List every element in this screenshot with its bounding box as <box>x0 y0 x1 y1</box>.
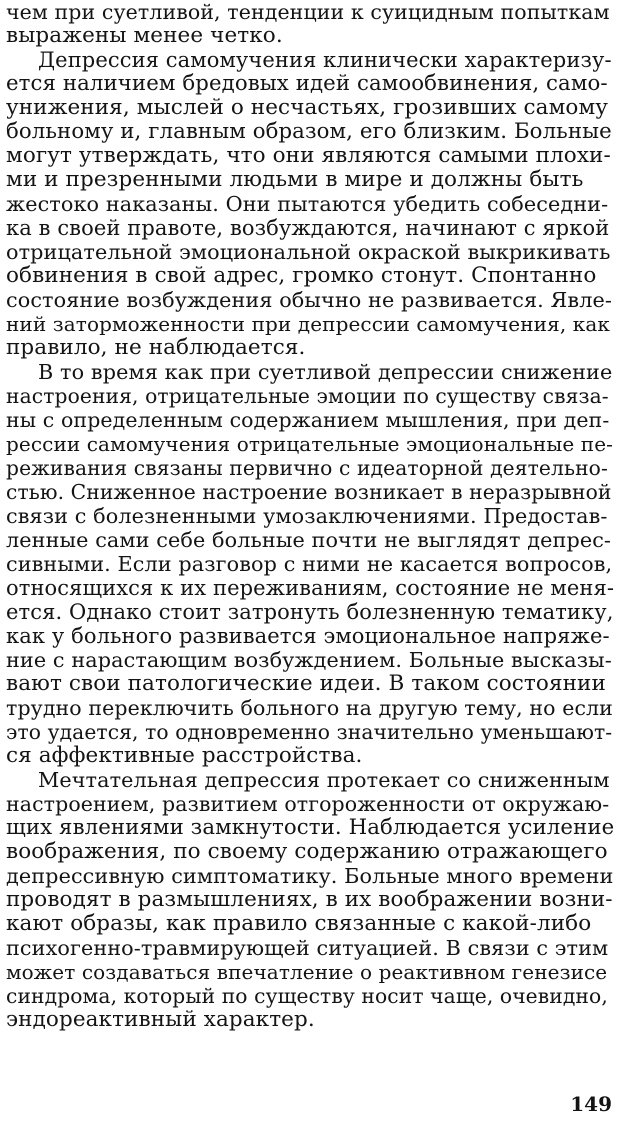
text-line: эндореактивный характер. <box>6 1008 315 1032</box>
text-line: В то время как при суетливой депрессии снижение <box>38 360 613 384</box>
text-line: унижения, мыслей о несчастьях, грозивших самому <box>6 96 609 120</box>
text-line: проводят в размышлениях, в их воображении возни- <box>6 888 613 912</box>
text-line: депрессивную симптоматику. Больные много времени <box>6 864 614 888</box>
text-line: стью. Сниженное настроение возникает в неразрывной <box>6 480 612 504</box>
text-line: кают образы, как правило связанные с какой-либо <box>6 912 592 936</box>
text-line: ка в своей правоте, возбуждаются, начинают с яркой <box>6 216 610 240</box>
text-line: рессии самомучения отрицательные эмоциональные пе- <box>6 432 614 456</box>
text-line: больному и, главным образом, его близким. Больные <box>6 120 612 144</box>
text-line: жестоко наказаны. Они пытаются убедить собеседни- <box>6 192 609 216</box>
page-body-text <box>6 0 614 1032</box>
text-line: могут утверждать, что они являются самыми плохи- <box>6 144 611 168</box>
text-line: Депрессия самомучения клинически характеризу- <box>38 48 612 72</box>
text-line: ны с определенным содержанием мышления, при деп- <box>6 408 610 432</box>
text-line: Мечтательная депрессия протекает со сниженным <box>38 768 610 792</box>
text-line: психогенно-травмирующей ситуацией. В связи с этим <box>6 936 609 960</box>
text-line: настроения, отрицательные эмоции по существу связа- <box>6 384 609 408</box>
text-line: относящихся к их переживаниям, состояние не меня- <box>6 576 614 600</box>
text-line: состояние возбуждения обычно не развивается. Явле- <box>6 288 612 312</box>
text-line: сивными. Если разговор с ними не касается вопросов, <box>6 552 613 576</box>
text-line: реживания связаны первично с идеаторной деятельно- <box>6 456 608 480</box>
text-line: чем при суетливой, тенденции к суицидным попыткам <box>6 0 610 24</box>
text-line: связи с болезненными умозаключениями. Предостав- <box>6 504 608 528</box>
text-line: ется. Однако стоит затронуть болезненную тематику, <box>6 600 614 624</box>
text-line: ми и презренными людьми в мире и должны быть <box>6 168 584 192</box>
text-line: ний заторможенности при депрессии самомучения, как <box>6 312 610 336</box>
text-line: настроением, развитием отгороженности от окружаю- <box>6 792 610 816</box>
text-line: ся аффективные расстройства. <box>6 744 363 768</box>
text-line: воображения, по своему содержанию отражающего <box>6 840 608 864</box>
text-line: выражены менее четко. <box>6 24 283 48</box>
text-line: это удается, то одновременно значительно уменьшают- <box>6 720 613 744</box>
text-line: вают свои патологические идеи. В таком состоянии <box>6 672 606 696</box>
text-line: трудно переключить больного на другую тему, но если <box>6 696 613 720</box>
text-line: щих явлениями замкнутости. Наблюдается усиление <box>6 816 614 840</box>
text-line: правило, не наблюдается. <box>6 336 306 360</box>
text-line: как у больного развивается эмоциональное напряже- <box>6 624 610 648</box>
text-line: ние с нарастающим возбуждением. Больные высказы- <box>6 648 612 672</box>
text-line: может создаваться впечатление о реактивном генезисе <box>6 960 608 984</box>
page-number: 149 <box>570 1092 612 1116</box>
text-line: отрицательной эмоциональной окраской выкрикивать <box>6 240 611 264</box>
text-line: ленные сами себе больные почти не выглядят депрес- <box>6 528 612 552</box>
text-line: синдрома, который по существу носит чаще, очевидно, <box>6 984 608 1008</box>
text-line: ется наличием бредовых идей самообвинения, само- <box>6 72 608 96</box>
text-line: обвинения в свой адрес, громко стонут. Спонтанно <box>6 264 597 288</box>
